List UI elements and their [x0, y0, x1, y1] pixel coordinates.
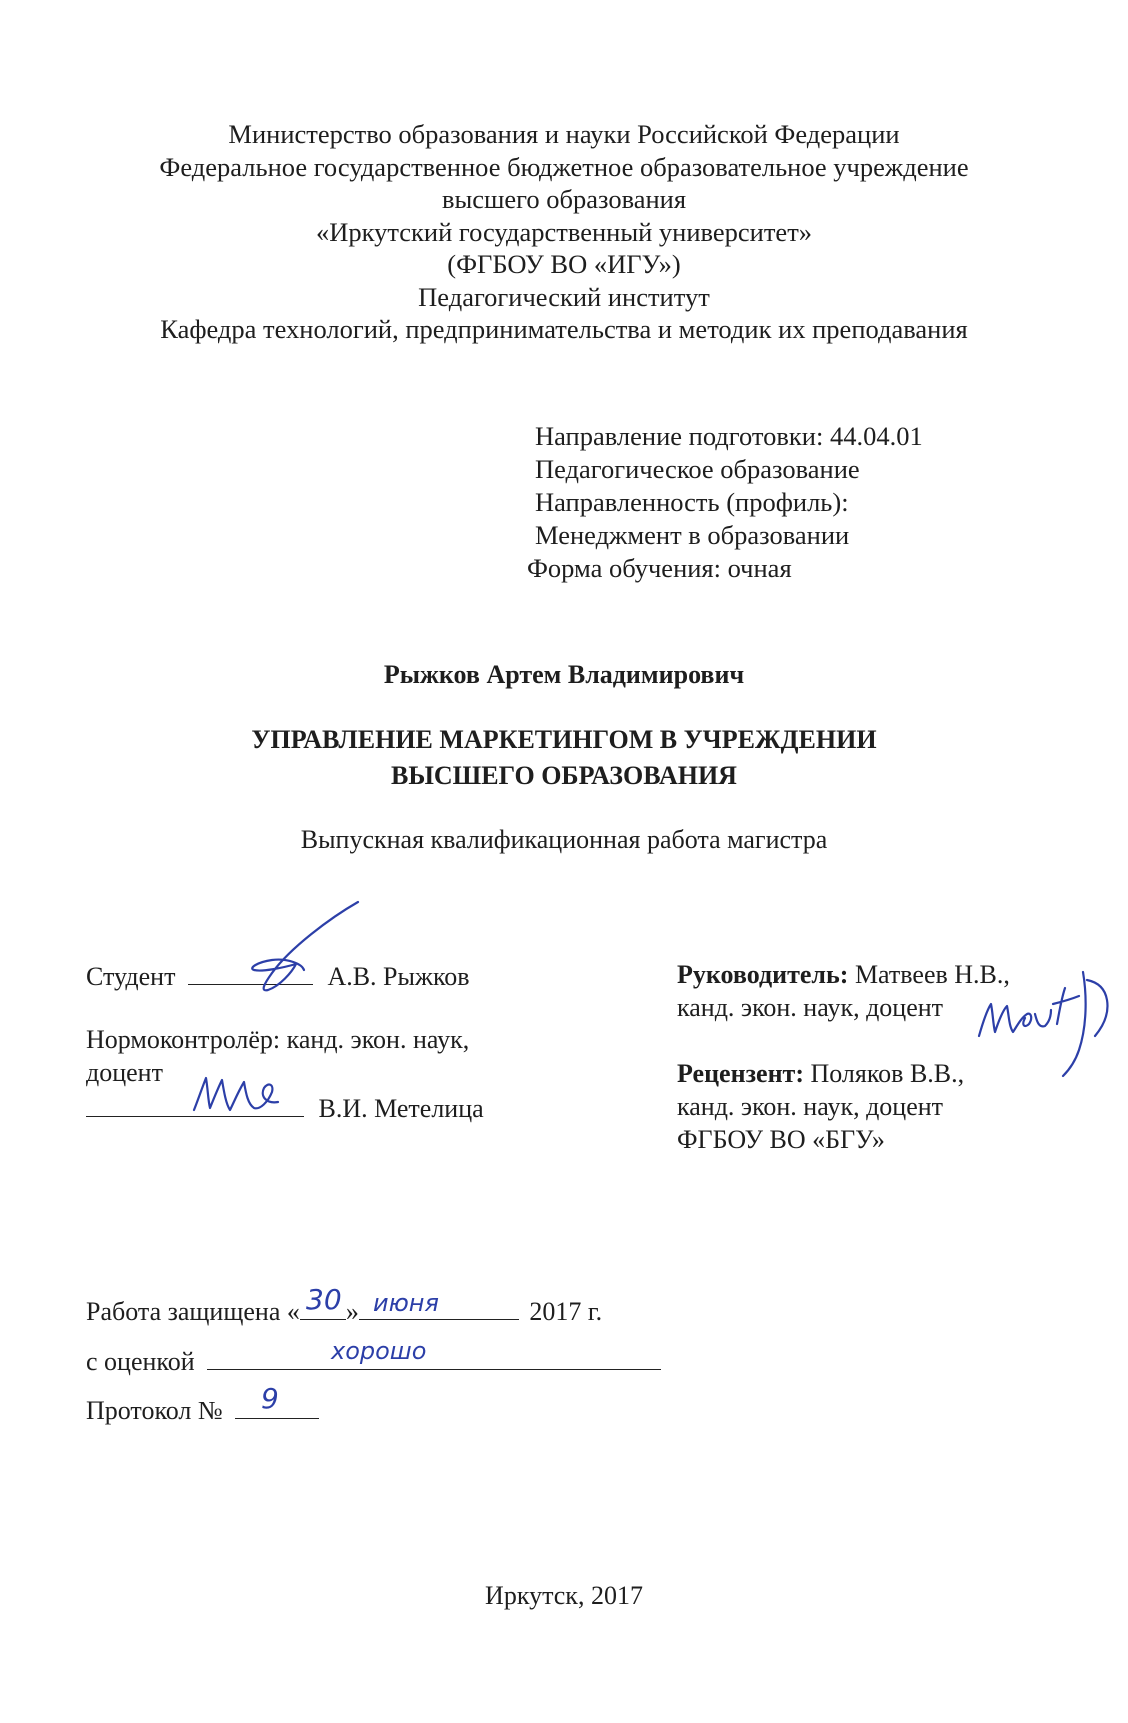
reviewer-name: Поляков В.В., [810, 1059, 965, 1088]
svg-text:9: 9 [261, 1382, 280, 1415]
author-name: Рыжков Артем Владимирович [383, 660, 745, 689]
study-direction-block [527, 420, 923, 585]
direction-code-line: Направление подготовки: 44.04.01 [535, 421, 923, 451]
svg-text:30: 30 [305, 1283, 342, 1316]
normocontrol-label-2: доцент [86, 1058, 163, 1087]
reviewer-degree: канд. экон. наук, доцент [677, 1092, 944, 1121]
protocol-number-field [235, 1382, 319, 1419]
supervisor-signature-icon [975, 966, 1125, 1086]
grade-field [207, 1337, 661, 1370]
supervisor-label: Руководитель: [677, 960, 849, 989]
profile-label-line: Направленность (профиль): [535, 487, 849, 517]
supervisor-name: Матвеев Н.В., [854, 960, 1010, 989]
study-form-line: Форма обучения: очная [527, 553, 792, 583]
profile-name-line: Менеджмент в образовании [535, 520, 850, 550]
normocontrol-signature-icon [188, 1066, 288, 1118]
defense-day-handwriting [304, 1281, 348, 1317]
education-level-line: высшего образования [441, 184, 687, 214]
defense-close-quote: » [345, 1297, 359, 1326]
thesis-title [0, 722, 1128, 794]
protocol-row [86, 1382, 319, 1426]
institution-header [0, 118, 1128, 346]
defense-month-field [359, 1289, 519, 1320]
protocol-number-handwriting [257, 1378, 297, 1414]
ministry-line: Министерство образования и науки Российской Федерации [228, 119, 900, 149]
city-year: Иркутск, 2017 [485, 1581, 643, 1610]
defense-day-field [300, 1283, 346, 1320]
svg-text:хорошо: хорошо [331, 1337, 427, 1365]
student-signature-icon [220, 898, 370, 998]
grade-row [86, 1337, 661, 1377]
grade-label: с оценкой [86, 1347, 195, 1376]
thesis-title-line-1: УПРАВЛЕНИЕ МАРКЕТИНГОМ В УЧРЕЖДЕНИИ [251, 725, 877, 754]
thesis-title-line-2: ВЫСШЕГО ОБРАЗОВАНИЯ [391, 761, 737, 790]
grade-handwriting [327, 1331, 507, 1367]
institution-type-line: Федеральное государственное бюджетное образовательное учреждение [159, 151, 969, 182]
reviewer-label: Рецензент: [677, 1059, 804, 1088]
svg-text:июня: июня [372, 1289, 439, 1317]
university-name-line: «Иркутский государственный университет» [315, 216, 813, 247]
work-type: Выпускная квалификационная работа магистра [300, 825, 828, 854]
institute-line: Педагогический институт [418, 281, 710, 312]
student-name: А.В. Рыжков [327, 962, 470, 991]
protocol-label: Протокол № [86, 1396, 223, 1425]
defense-year: 2017 г. [529, 1297, 603, 1326]
defense-date-row [86, 1283, 603, 1327]
reviewer-organization: ФГБОУ ВО «БГУ» [677, 1125, 885, 1154]
defense-month-handwriting [369, 1283, 509, 1319]
student-label: Студент [86, 962, 176, 991]
direction-name-line: Педагогическое образование [535, 454, 860, 484]
reviewer-row [677, 1059, 964, 1089]
defense-label: Работа защищена « [86, 1297, 300, 1326]
university-abbr-line: (ФГБОУ ВО «ИГУ») [447, 249, 681, 279]
normocontrol-label: Нормоконтролёр: канд. экон. наук, [86, 1025, 470, 1054]
normocontrol-name: В.И. Метелица [318, 1094, 484, 1123]
supervisor-row [677, 960, 1010, 990]
department-line: Кафедра технологий, предпринимательства и методик их преподавания [160, 314, 968, 344]
supervisor-degree: канд. экон. наук, доцент [677, 993, 944, 1022]
